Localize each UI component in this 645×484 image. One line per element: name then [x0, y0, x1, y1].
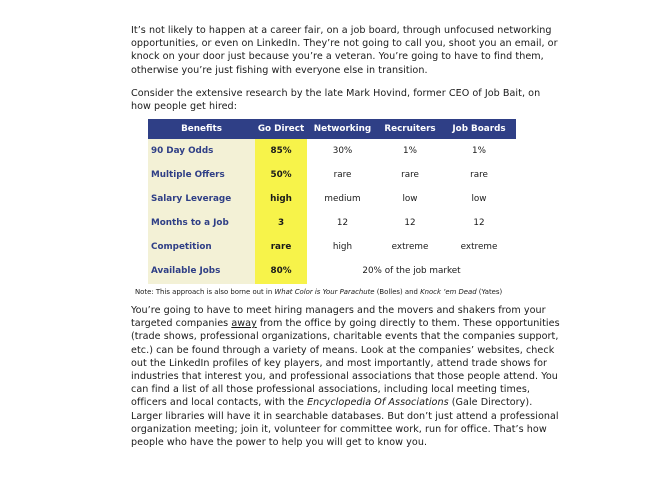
- book-title-encyclopedia: Encyclopedia Of Associations: [307, 397, 449, 409]
- row-label: Available Jobs: [151, 266, 221, 276]
- note-text: (Bolles) and: [374, 288, 421, 296]
- cell-networking: rare: [333, 170, 352, 180]
- cell-go-direct: 85%: [270, 146, 292, 156]
- table-footnote: [135, 287, 502, 297]
- table-row: [148, 259, 516, 283]
- cell-recruiters: extreme: [391, 242, 429, 252]
- cell-recruiters: 12: [404, 218, 416, 228]
- cell-networking: 12: [336, 218, 349, 228]
- cell-job-boards: rare: [470, 170, 488, 180]
- row-label: Salary Leverage: [151, 194, 232, 204]
- header-job-boards: Job Boards: [452, 124, 506, 134]
- row-label: 90 Day Odds: [151, 146, 214, 156]
- table-header-row: [148, 119, 516, 139]
- table-row: [148, 187, 516, 211]
- cell-merged-market-share: 20% of the job market: [362, 266, 461, 276]
- cell-job-boards: extreme: [460, 242, 498, 252]
- cell-go-direct: 50%: [270, 170, 292, 180]
- row-label: Multiple Offers: [151, 170, 225, 180]
- cell-networking: medium: [324, 194, 361, 204]
- table-row: [148, 139, 516, 163]
- row-label: Months to a Job: [151, 218, 229, 228]
- table-row: [148, 235, 516, 259]
- cell-recruiters: rare: [401, 170, 419, 180]
- row-label: Competition: [151, 242, 212, 252]
- note-text: Note: This approach is also borne out in: [135, 288, 275, 296]
- cell-go-direct: rare: [270, 242, 292, 252]
- paragraph-advice: [131, 304, 561, 449]
- paragraph-intro: It’s not likely to happen at a career fair, on a job board, through unfocused networking opportunities, or even on LinkedIn. They’re not going to call you, shoot you an email, or knock on your door just because you’re a veteran. You’re going to have to find them, otherwise you’re just fishing with everyone else in transition.: [131, 25, 558, 76]
- cell-networking: high: [332, 242, 353, 252]
- cell-recruiters: low: [402, 194, 418, 204]
- header-benefits: Benefits: [181, 124, 222, 134]
- paragraph-text: from the office by going directly to them. These opportunities (trade shows, professional organizations, charitable events that the companies support, etc.) can be found through a variety of means. Look at the companies’ websites, check out the LinkedIn profiles of key players, and most importantly, attend trade shows for industries that interest you, and professional associations that those people attend. You can find a list of all those professional associations, including local meeting times, officers and local contacts, with the: [131, 318, 560, 409]
- paragraph-text: You’re going to have to meet hiring managers and the movers and shakers from your targeted companies: [131, 305, 546, 330]
- book-title-parachute: What Color is Your Parachute: [274, 288, 375, 296]
- cell-go-direct: 3: [277, 218, 285, 228]
- cell-recruiters: 1%: [403, 146, 417, 156]
- table-row: [148, 163, 516, 187]
- paragraph-text: (Gale Directory). Larger libraries will have it in searchable databases. But don’t just attend a professional organization meeting; join it, volunteer for committee work, run for office. That’s how people who have the power to help you will get to know you.: [131, 397, 559, 449]
- note-text: (Yates): [476, 288, 503, 296]
- cell-go-direct: high: [270, 194, 292, 204]
- table-row: [148, 211, 516, 235]
- header-recruiters: Recruiters: [384, 124, 436, 134]
- cell-job-boards: 12: [473, 218, 485, 228]
- header-networking: Networking: [313, 124, 372, 134]
- book-title-knock-em-dead: Knock ’em Dead: [420, 288, 477, 296]
- cell-networking: 30%: [332, 146, 353, 156]
- hiring-comparison-table: [148, 119, 516, 284]
- cell-go-direct: 80%: [270, 266, 292, 276]
- cell-job-boards: low: [471, 194, 487, 204]
- paragraph-research: Consider the extensive research by the late Mark Hovind, former CEO of Job Bait, on how people get hired:: [131, 88, 541, 113]
- underlined-word: away: [231, 318, 257, 330]
- header-go-direct: Go Direct: [257, 124, 305, 134]
- cell-job-boards: 1%: [472, 146, 486, 156]
